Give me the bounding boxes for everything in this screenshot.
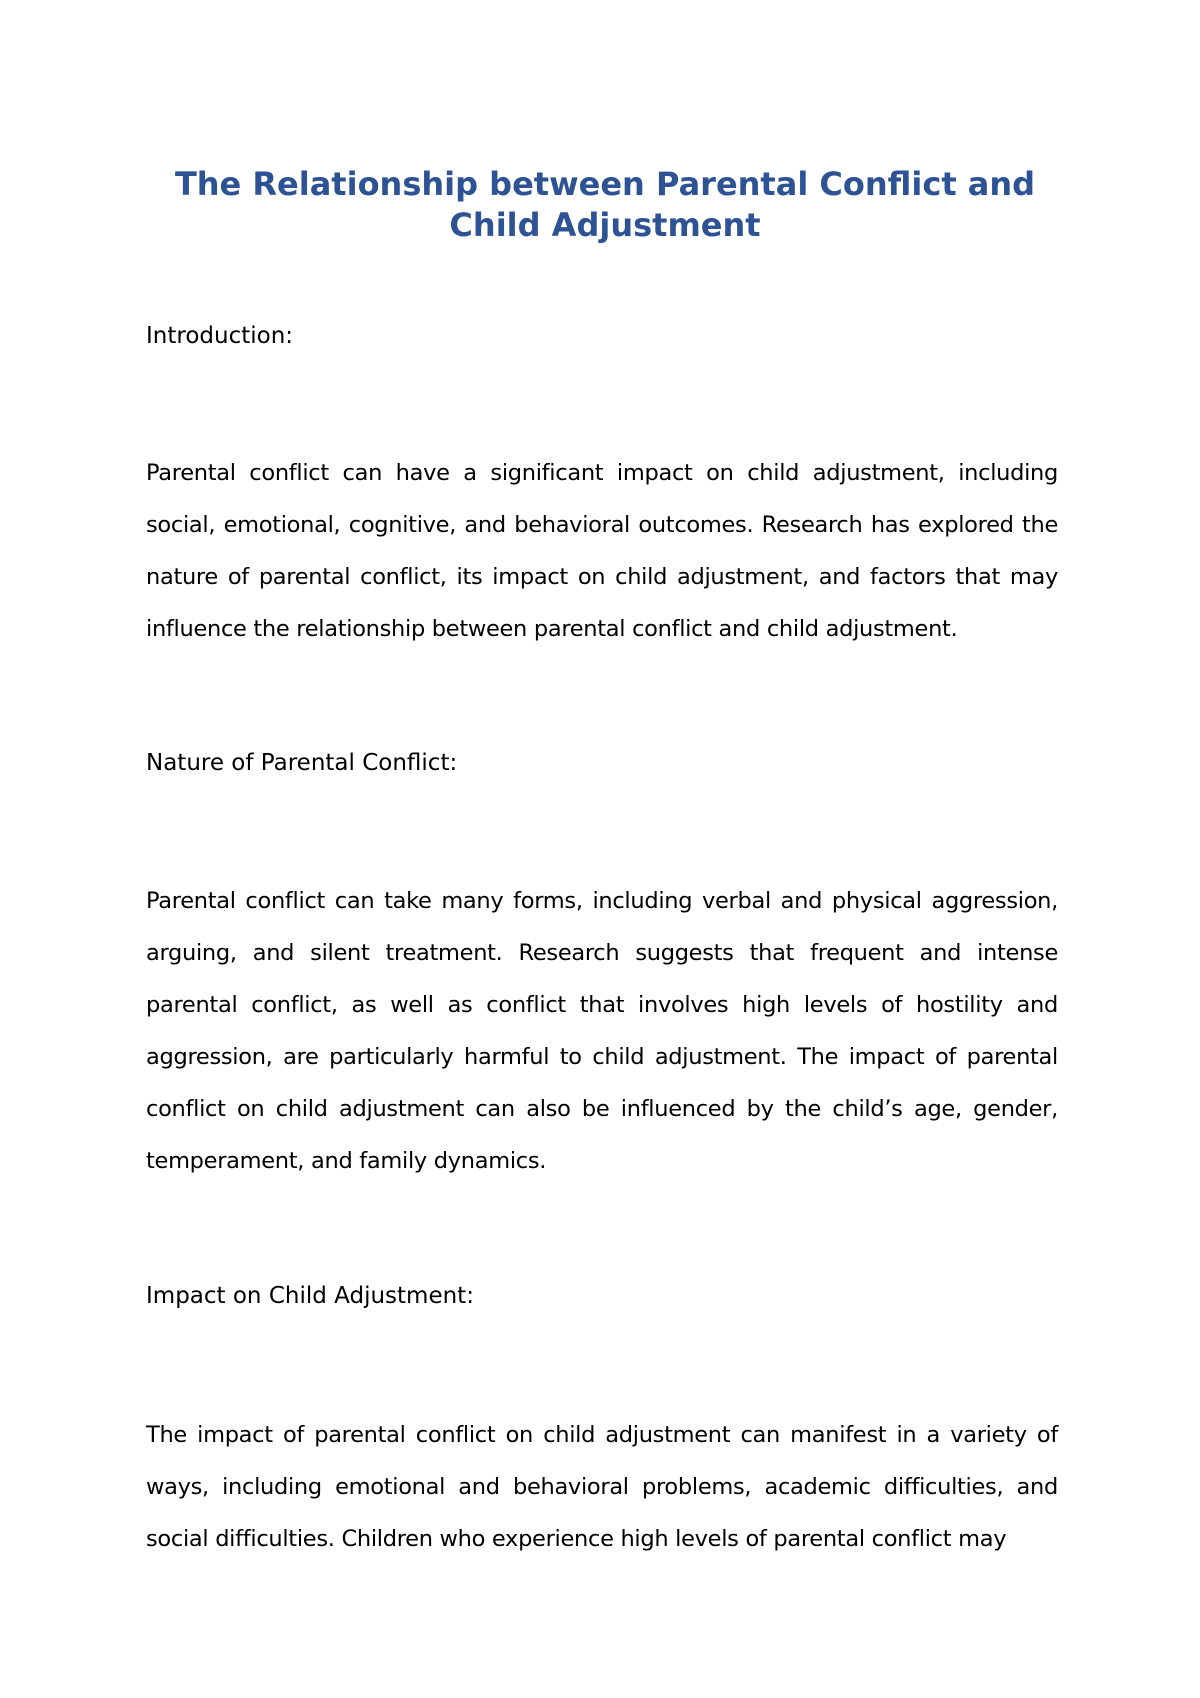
section-heading-impact-on-child-adjustment: Impact on Child Adjustment: (146, 1283, 474, 1309)
section-paragraph-introduction: Parental conflict can have a significant impact on child adjustment, including social, emotional, cognitive, and behavioral outcomes. Research has explored the nature of parental conflict, its impact on child adjustment, and factors that may influence the relationship between parental conflict and child adjustment. (146, 460, 1058, 642)
document-title: The Relationship between Parental Conflict and Child Adjustment (174, 165, 1036, 244)
section-paragraph-nature-of-parental-conflict: Parental conflict can take many forms, including verbal and physical aggression, arguing, and silent treatment. Research suggests that frequent and intense parental conflict, as well as conflict that involves high levels of hostility and aggression, are particularly harmful to child adjustment. The impact of parental conflict on child adjustment can also be influenced by the child’s age, gender, temperament, and family dynamics. (146, 888, 1058, 1174)
section-paragraph-impact-on-child-adjustment: The impact of parental conflict on child adjustment can manifest in a variety of ways, including emotional and behavioral problems, academic difficulties, and social difficulties. Children who experience high levels of parental conflict may (146, 1422, 1058, 1552)
section-heading-nature-of-parental-conflict: Nature of Parental Conflict: (146, 750, 458, 776)
section-heading-introduction: Introduction: (146, 323, 294, 349)
